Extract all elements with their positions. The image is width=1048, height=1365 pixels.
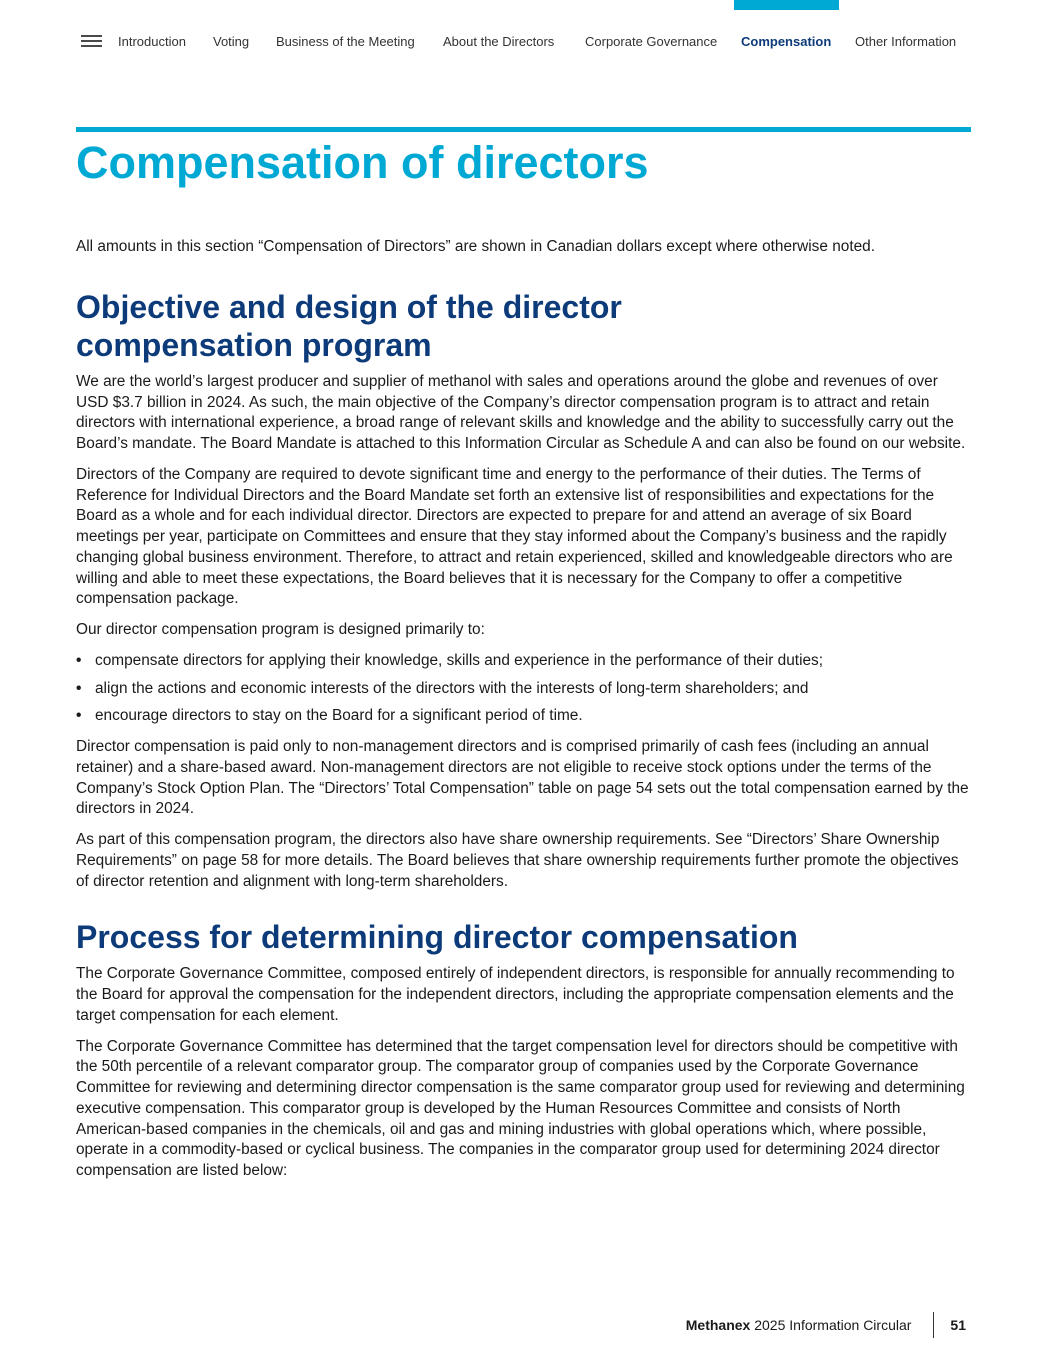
- section-heading-objective: Objective and design of the director compensation program: [76, 288, 622, 363]
- bullet-icon: •: [76, 651, 82, 669]
- top-navigation: [0, 0, 1048, 70]
- section-heading-process: Process for determining director compensation: [76, 919, 798, 956]
- nav-item-about-the-directors[interactable]: About the Directors: [443, 34, 555, 49]
- main-content: [76, 237, 971, 1192]
- nav-item-voting[interactable]: Voting: [213, 34, 250, 49]
- nav-item-other-information[interactable]: Other Information: [855, 34, 957, 49]
- bullet-text: align the actions and economic interests of the directors with the interests of long-term shareholders; and: [95, 679, 809, 697]
- body-paragraph: The Corporate Governance Committee has determined that the target compensation level for directors should be competitive with the 50th percentile of a relevant comparator group. The comparator group of companies used by the Corporate Governance Committee for reviewing and determining director compensation is the same comparator group used for reviewing and determining executive compensation. This comparator group is developed by the Human Resources Committee and consists of North American-based companies in the chemicals, oil and gas and mining industries with global operations which, where possible, operate in a commodity-based or cyclical business. The companies in the comparator group used for determining 2024 director compensation are listed below:: [76, 1037, 965, 1179]
- body-paragraph: Our director compensation program is designed primarily to:: [76, 621, 485, 638]
- nav-active-indicator: [734, 0, 839, 10]
- page-footer: [686, 1312, 966, 1338]
- body-paragraph: As part of this compensation program, the directors also have share ownership requirements. See “Directors’ Share Ownership Requirements” on page 58 for more details. The Board believes that share ownership requirements further promote the objectives of director retention and alignment with long-term shareholders.: [76, 831, 959, 890]
- title-rule: [76, 127, 971, 132]
- objectives-bullet-list: [76, 651, 971, 727]
- page-number: 51: [950, 1317, 966, 1333]
- body-paragraph: The Corporate Governance Committee, composed entirely of independent directors, is responsible for annually recommending to the Board for approval the compensation for the independent directors, including the appropriate compensation elements and the target compensation for each element.: [76, 965, 955, 1024]
- body-paragraph: Directors of the Company are required to devote significant time and energy to the performance of their duties. The Terms of Reference for Individual Directors and the Board Mandate set forth an extensive list of responsibilities and expectations for the Board as a whole and for each individual director. Directors are expected to prepare for and attend an average of six Board meetings per year, participate on Committees and ensure that they stay informed about the Company’s business and the rapidly changing global business environment. Therefore, to attract and retain experienced, skilled and knowledgeable directors who are willing and able to meet these expectations, the Board believes that it is necessary for the Company to offer a competitive compensation package.: [76, 465, 953, 608]
- bullet-item: [76, 679, 971, 700]
- page-title: Compensation of directors: [76, 137, 649, 188]
- bullet-text: compensate directors for applying their knowledge, skills and experience in the performance of their duties;: [95, 651, 824, 669]
- footer-divider: [933, 1312, 934, 1338]
- footer-publication: 2025 Information Circular: [754, 1317, 912, 1333]
- nav-item-corporate-governance[interactable]: Corporate Governance: [585, 34, 718, 49]
- intro-paragraph: All amounts in this section “Compensation of Directors” are shown in Canadian dollars except where otherwise noted.: [76, 238, 876, 255]
- bullet-item: [76, 706, 971, 727]
- bullet-icon: •: [76, 707, 82, 725]
- hamburger-menu-icon[interactable]: [81, 35, 102, 49]
- bullet-item: [76, 651, 971, 672]
- body-paragraph: We are the world’s largest producer and supplier of methanol with sales and operations around the globe and revenues of over USD $3.7 billion in 2024. As such, the main objective of the Company’s director compensation program is to attract and retain directors with international experience, a broad range of relevant skills and knowledge and the ability to successfully carry out the Board’s mandate. The Board Mandate is attached to this Information Circular as Schedule A and can also be found on our website.: [76, 372, 966, 452]
- footer-brand: Methanex: [685, 1317, 751, 1333]
- bullet-icon: •: [76, 679, 82, 697]
- bullet-text: encourage directors to stay on the Board for a significant period of time.: [95, 707, 583, 725]
- body-paragraph: Director compensation is paid only to non-management directors and is comprised primarily of cash fees (including an annual retainer) and a share-based award. Non-management directors are not eligible to receive stock options under the terms of the Company’s Stock Option Plan. The “Directors’ Total Compensation” table on page 54 sets out the total compensation earned by the directors in 2024.: [76, 738, 969, 818]
- nav-item-introduction[interactable]: Introduction: [118, 34, 186, 49]
- nav-item-compensation[interactable]: Compensation: [741, 34, 832, 49]
- nav-item-business-of-the-meeting[interactable]: Business of the Meeting: [276, 34, 415, 49]
